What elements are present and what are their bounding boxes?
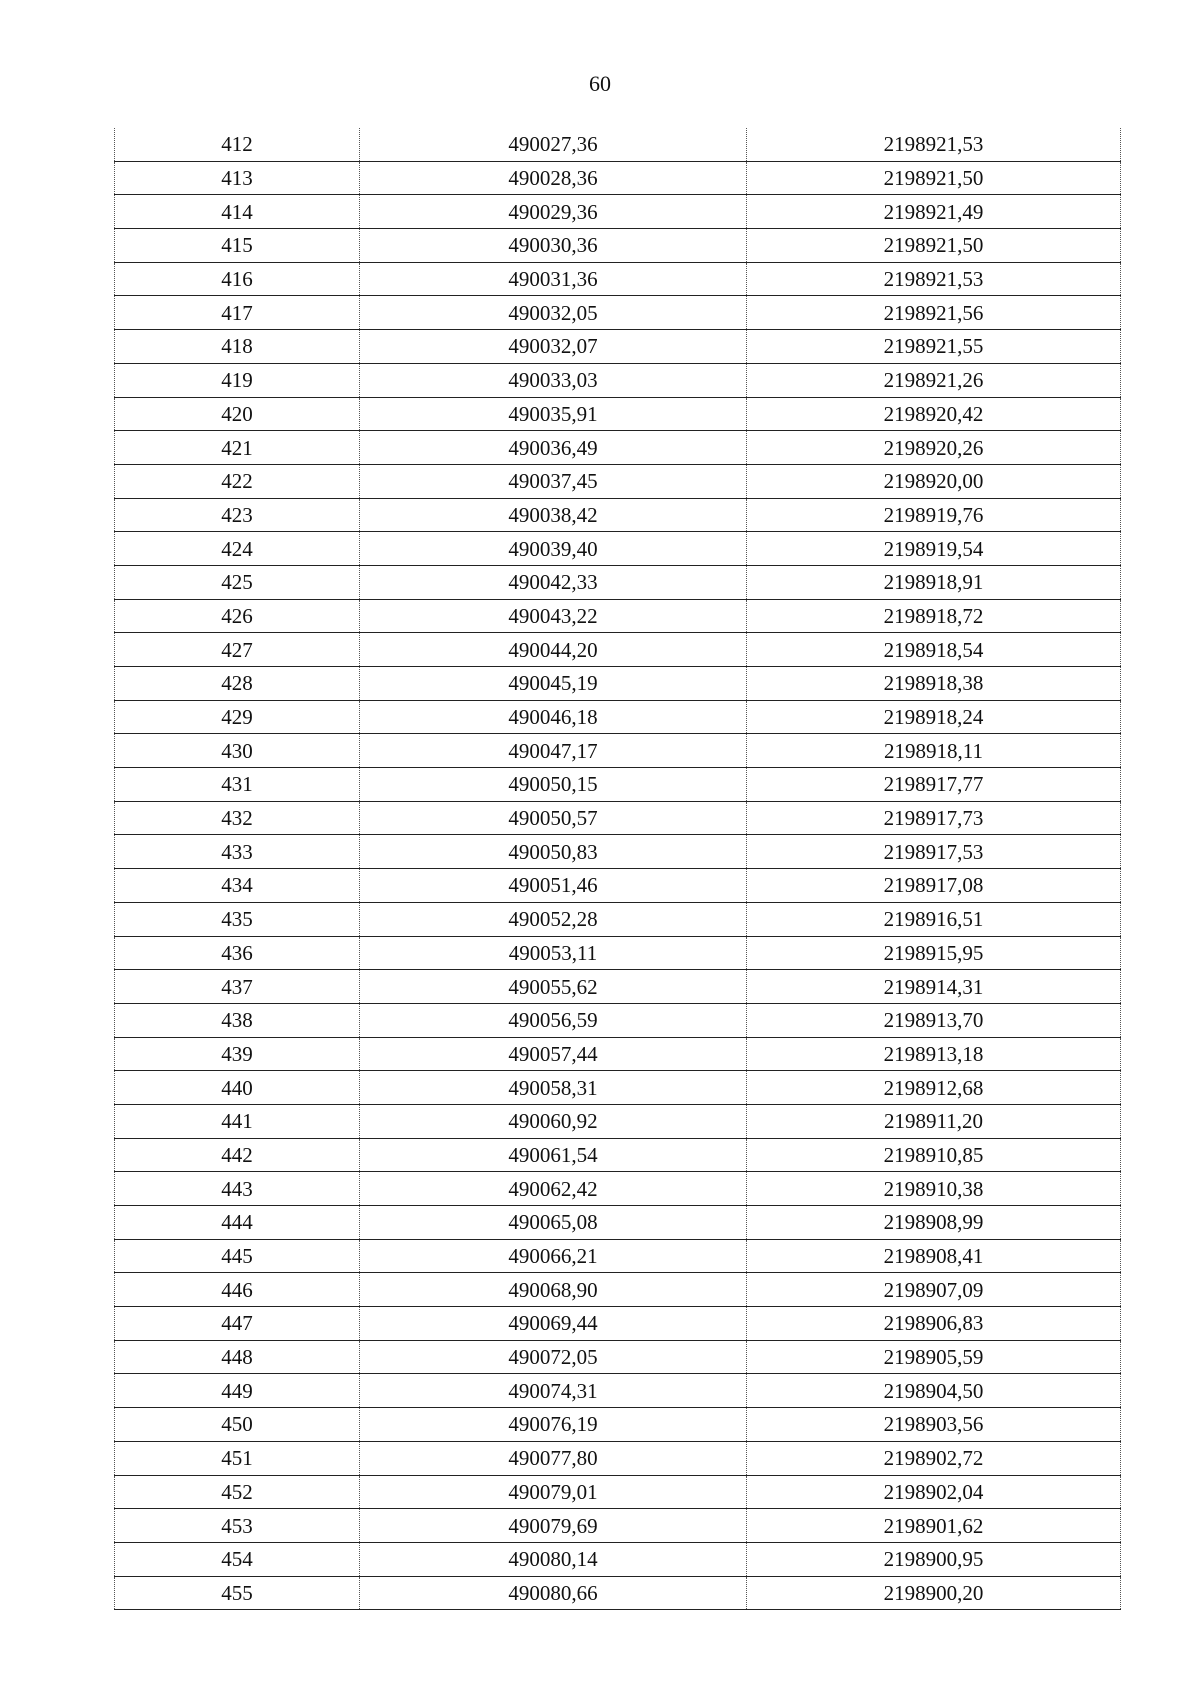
- point-number-cell: 449: [115, 1374, 360, 1408]
- coordinates-table-body: [115, 128, 1121, 1610]
- y-coordinate-cell: 2198906,83: [747, 1307, 1121, 1341]
- point-number-cell: 427: [115, 633, 360, 667]
- point-number-cell: 430: [115, 734, 360, 768]
- y-coordinate-cell: 2198921,53: [747, 128, 1121, 161]
- y-coordinate-cell: 2198900,95: [747, 1542, 1121, 1576]
- y-coordinate-cell: 2198900,20: [747, 1576, 1121, 1610]
- table-row: [115, 902, 1121, 936]
- table-row: [115, 532, 1121, 566]
- y-coordinate-cell: 2198918,38: [747, 667, 1121, 701]
- x-coordinate-cell: 490028,36: [360, 161, 747, 195]
- point-number-cell: 437: [115, 970, 360, 1004]
- table-row: [115, 1408, 1121, 1442]
- table-row: [115, 633, 1121, 667]
- point-number-cell: 417: [115, 296, 360, 330]
- x-coordinate-cell: 490076,19: [360, 1408, 747, 1442]
- y-coordinate-cell: 2198917,73: [747, 801, 1121, 835]
- y-coordinate-cell: 2198920,42: [747, 397, 1121, 431]
- point-number-cell: 446: [115, 1273, 360, 1307]
- x-coordinate-cell: 490047,17: [360, 734, 747, 768]
- x-coordinate-cell: 490080,14: [360, 1542, 747, 1576]
- point-number-cell: 422: [115, 464, 360, 498]
- y-coordinate-cell: 2198918,24: [747, 700, 1121, 734]
- x-coordinate-cell: 490032,07: [360, 330, 747, 364]
- table-row: [115, 1340, 1121, 1374]
- point-number-cell: 455: [115, 1576, 360, 1610]
- point-number-cell: 415: [115, 229, 360, 263]
- y-coordinate-cell: 2198917,08: [747, 869, 1121, 903]
- y-coordinate-cell: 2198908,99: [747, 1206, 1121, 1240]
- point-number-cell: 434: [115, 869, 360, 903]
- table-row: [115, 1138, 1121, 1172]
- table-row: [115, 195, 1121, 229]
- x-coordinate-cell: 490079,69: [360, 1509, 747, 1543]
- table-row: [115, 970, 1121, 1004]
- y-coordinate-cell: 2198915,95: [747, 936, 1121, 970]
- x-coordinate-cell: 490055,62: [360, 970, 747, 1004]
- y-coordinate-cell: 2198903,56: [747, 1408, 1121, 1442]
- table-row: [115, 1374, 1121, 1408]
- point-number-cell: 440: [115, 1071, 360, 1105]
- table-row: [115, 734, 1121, 768]
- table-row: [115, 363, 1121, 397]
- point-number-cell: 426: [115, 599, 360, 633]
- x-coordinate-cell: 490045,19: [360, 667, 747, 701]
- y-coordinate-cell: 2198913,18: [747, 1037, 1121, 1071]
- point-number-cell: 431: [115, 768, 360, 802]
- y-coordinate-cell: 2198902,72: [747, 1441, 1121, 1475]
- y-coordinate-cell: 2198921,56: [747, 296, 1121, 330]
- table-row: [115, 565, 1121, 599]
- y-coordinate-cell: 2198905,59: [747, 1340, 1121, 1374]
- point-number-cell: 445: [115, 1239, 360, 1273]
- y-coordinate-cell: 2198921,50: [747, 161, 1121, 195]
- y-coordinate-cell: 2198911,20: [747, 1104, 1121, 1138]
- y-coordinate-cell: 2198921,49: [747, 195, 1121, 229]
- table-row: [115, 801, 1121, 835]
- table-row: [115, 161, 1121, 195]
- x-coordinate-cell: 490074,31: [360, 1374, 747, 1408]
- table-row: [115, 229, 1121, 263]
- point-number-cell: 423: [115, 498, 360, 532]
- y-coordinate-cell: 2198914,31: [747, 970, 1121, 1004]
- point-number-cell: 454: [115, 1542, 360, 1576]
- table-row: [115, 1239, 1121, 1273]
- x-coordinate-cell: 490050,83: [360, 835, 747, 869]
- table-row: [115, 330, 1121, 364]
- y-coordinate-cell: 2198907,09: [747, 1273, 1121, 1307]
- x-coordinate-cell: 490033,03: [360, 363, 747, 397]
- point-number-cell: 444: [115, 1206, 360, 1240]
- x-coordinate-cell: 490035,91: [360, 397, 747, 431]
- table-row: [115, 464, 1121, 498]
- x-coordinate-cell: 490080,66: [360, 1576, 747, 1610]
- point-number-cell: 439: [115, 1037, 360, 1071]
- point-number-cell: 452: [115, 1475, 360, 1509]
- table-row: [115, 1037, 1121, 1071]
- x-coordinate-cell: 490051,46: [360, 869, 747, 903]
- y-coordinate-cell: 2198917,77: [747, 768, 1121, 802]
- x-coordinate-cell: 490042,33: [360, 565, 747, 599]
- table-row: [115, 1172, 1121, 1206]
- point-number-cell: 443: [115, 1172, 360, 1206]
- x-coordinate-cell: 490056,59: [360, 1003, 747, 1037]
- x-coordinate-cell: 490030,36: [360, 229, 747, 263]
- x-coordinate-cell: 490061,54: [360, 1138, 747, 1172]
- table-row: [115, 296, 1121, 330]
- x-coordinate-cell: 490029,36: [360, 195, 747, 229]
- table-row: [115, 1509, 1121, 1543]
- y-coordinate-cell: 2198913,70: [747, 1003, 1121, 1037]
- point-number-cell: 414: [115, 195, 360, 229]
- y-coordinate-cell: 2198919,54: [747, 532, 1121, 566]
- x-coordinate-cell: 490032,05: [360, 296, 747, 330]
- table-row: [115, 936, 1121, 970]
- point-number-cell: 441: [115, 1104, 360, 1138]
- y-coordinate-cell: 2198908,41: [747, 1239, 1121, 1273]
- table-row: [115, 1441, 1121, 1475]
- table-row: [115, 1104, 1121, 1138]
- table-row: [115, 1273, 1121, 1307]
- table-row: [115, 498, 1121, 532]
- y-coordinate-cell: 2198904,50: [747, 1374, 1121, 1408]
- y-coordinate-cell: 2198920,26: [747, 431, 1121, 465]
- y-coordinate-cell: 2198918,54: [747, 633, 1121, 667]
- x-coordinate-cell: 490058,31: [360, 1071, 747, 1105]
- point-number-cell: 428: [115, 667, 360, 701]
- table-row: [115, 869, 1121, 903]
- y-coordinate-cell: 2198918,72: [747, 599, 1121, 633]
- point-number-cell: 425: [115, 565, 360, 599]
- x-coordinate-cell: 490068,90: [360, 1273, 747, 1307]
- x-coordinate-cell: 490053,11: [360, 936, 747, 970]
- x-coordinate-cell: 490039,40: [360, 532, 747, 566]
- table-row: [115, 835, 1121, 869]
- table-row: [115, 768, 1121, 802]
- y-coordinate-cell: 2198920,00: [747, 464, 1121, 498]
- coordinates-table: [114, 128, 1121, 1610]
- point-number-cell: 416: [115, 262, 360, 296]
- x-coordinate-cell: 490043,22: [360, 599, 747, 633]
- table-row: [115, 1576, 1121, 1610]
- table-row: [115, 1307, 1121, 1341]
- y-coordinate-cell: 2198921,55: [747, 330, 1121, 364]
- y-coordinate-cell: 2198902,04: [747, 1475, 1121, 1509]
- point-number-cell: 429: [115, 700, 360, 734]
- y-coordinate-cell: 2198912,68: [747, 1071, 1121, 1105]
- page-number: 60: [589, 71, 611, 96]
- table-row: [115, 128, 1121, 161]
- table-row: [115, 397, 1121, 431]
- x-coordinate-cell: 490044,20: [360, 633, 747, 667]
- point-number-cell: 438: [115, 1003, 360, 1037]
- x-coordinate-cell: 490057,44: [360, 1037, 747, 1071]
- x-coordinate-cell: 490037,45: [360, 464, 747, 498]
- table-row: [115, 1206, 1121, 1240]
- point-number-cell: 420: [115, 397, 360, 431]
- x-coordinate-cell: 490052,28: [360, 902, 747, 936]
- x-coordinate-cell: 490027,36: [360, 128, 747, 161]
- y-coordinate-cell: 2198910,38: [747, 1172, 1121, 1206]
- y-coordinate-cell: 2198918,91: [747, 565, 1121, 599]
- point-number-cell: 413: [115, 161, 360, 195]
- y-coordinate-cell: 2198910,85: [747, 1138, 1121, 1172]
- point-number-cell: 451: [115, 1441, 360, 1475]
- point-number-cell: 412: [115, 128, 360, 161]
- point-number-cell: 442: [115, 1138, 360, 1172]
- y-coordinate-cell: 2198916,51: [747, 902, 1121, 936]
- x-coordinate-cell: 490038,42: [360, 498, 747, 532]
- y-coordinate-cell: 2198919,76: [747, 498, 1121, 532]
- table-row: [115, 1003, 1121, 1037]
- point-number-cell: 421: [115, 431, 360, 465]
- x-coordinate-cell: 490079,01: [360, 1475, 747, 1509]
- point-number-cell: 419: [115, 363, 360, 397]
- x-coordinate-cell: 490072,05: [360, 1340, 747, 1374]
- table-row: [115, 262, 1121, 296]
- x-coordinate-cell: 490050,57: [360, 801, 747, 835]
- x-coordinate-cell: 490069,44: [360, 1307, 747, 1341]
- y-coordinate-cell: 2198917,53: [747, 835, 1121, 869]
- table-row: [115, 700, 1121, 734]
- point-number-cell: 448: [115, 1340, 360, 1374]
- point-number-cell: 418: [115, 330, 360, 364]
- point-number-cell: 447: [115, 1307, 360, 1341]
- x-coordinate-cell: 490062,42: [360, 1172, 747, 1206]
- table-row: [115, 1475, 1121, 1509]
- table-row: [115, 1071, 1121, 1105]
- point-number-cell: 424: [115, 532, 360, 566]
- y-coordinate-cell: 2198921,50: [747, 229, 1121, 263]
- x-coordinate-cell: 490060,92: [360, 1104, 747, 1138]
- point-number-cell: 450: [115, 1408, 360, 1442]
- x-coordinate-cell: 490046,18: [360, 700, 747, 734]
- table-row: [115, 1542, 1121, 1576]
- y-coordinate-cell: 2198921,53: [747, 262, 1121, 296]
- y-coordinate-cell: 2198921,26: [747, 363, 1121, 397]
- point-number-cell: 453: [115, 1509, 360, 1543]
- y-coordinate-cell: 2198918,11: [747, 734, 1121, 768]
- x-coordinate-cell: 490050,15: [360, 768, 747, 802]
- y-coordinate-cell: 2198901,62: [747, 1509, 1121, 1543]
- table-row: [115, 431, 1121, 465]
- point-number-cell: 432: [115, 801, 360, 835]
- point-number-cell: 433: [115, 835, 360, 869]
- point-number-cell: 435: [115, 902, 360, 936]
- x-coordinate-cell: 490031,36: [360, 262, 747, 296]
- x-coordinate-cell: 490065,08: [360, 1206, 747, 1240]
- x-coordinate-cell: 490066,21: [360, 1239, 747, 1273]
- table-row: [115, 599, 1121, 633]
- table-row: [115, 667, 1121, 701]
- point-number-cell: 436: [115, 936, 360, 970]
- x-coordinate-cell: 490077,80: [360, 1441, 747, 1475]
- x-coordinate-cell: 490036,49: [360, 431, 747, 465]
